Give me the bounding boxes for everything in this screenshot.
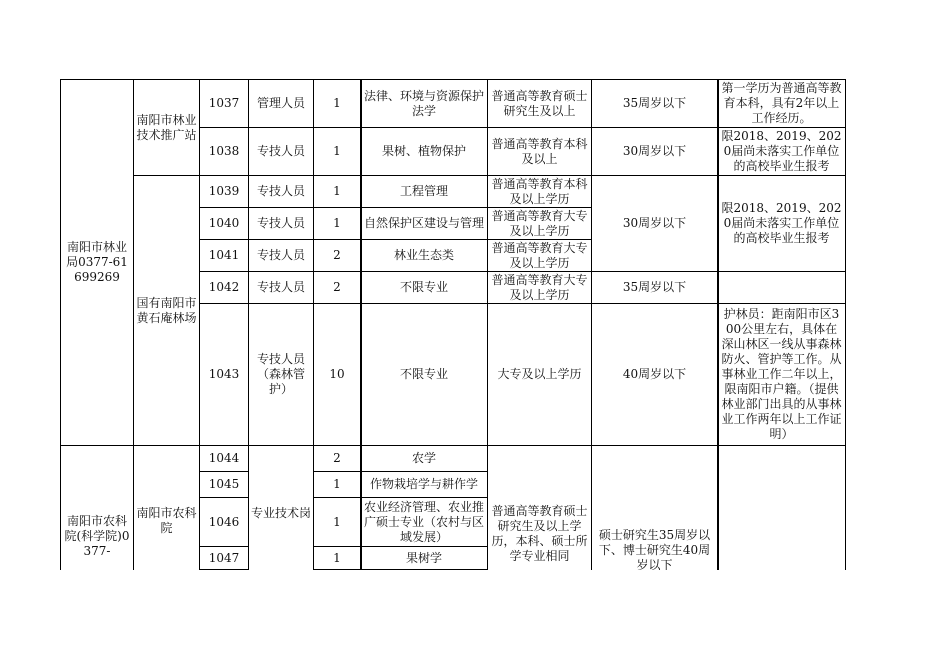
- education-cell: 普通高等教育大专及以上学历: [491, 240, 588, 270]
- code-cell: 1041: [208, 248, 240, 262]
- notes-cell: 限2018、2019、2020届尚未落实工作单位的高校毕业生报考: [721, 129, 842, 173]
- age-cell: 35周岁以下: [622, 280, 687, 294]
- education-cell: 普通高等教育本科及以上学历: [491, 176, 588, 206]
- code-cell: 1047: [208, 550, 240, 565]
- code-cell: 1038: [208, 144, 240, 158]
- code-cell: 1044: [208, 451, 240, 465]
- notes-cell: 第一学历为普通高等教育本科，具有2年以上工作经历。: [721, 81, 842, 125]
- age-cell-agri: 硕士研究生35周岁以下、博士研究生40周岁以下: [598, 528, 711, 570]
- notes-cell-merged: 限2018、2019、2020届尚未落实工作单位的高校毕业生报考: [721, 201, 842, 245]
- education-cell: 普通高等教育硕士研究生及以上: [491, 88, 588, 118]
- code-cell: 1042: [208, 280, 240, 294]
- recruitment-table: [60, 79, 846, 570]
- grid-line: [60, 445, 846, 446]
- position-cell: 专技人员: [256, 216, 305, 230]
- grid-line: [199, 271, 846, 272]
- education-cell: 普通高等教育本科及以上: [491, 136, 588, 166]
- count-cell: 10: [329, 367, 345, 381]
- code-cell: 1039: [208, 184, 240, 198]
- age-cell: 30周岁以下: [622, 144, 687, 158]
- count-cell: 2: [333, 451, 341, 465]
- code-cell: 1046: [208, 514, 240, 529]
- grid-line: [313, 546, 488, 547]
- count-cell: 1: [333, 184, 341, 198]
- grid-line: [313, 569, 488, 570]
- major-cell: 林业生态类: [393, 248, 454, 262]
- grid-line: [313, 497, 488, 498]
- code-cell: 1040: [208, 216, 240, 230]
- major-cell: 不限专业: [399, 280, 448, 294]
- major-cell: 工程管理: [399, 184, 448, 198]
- notes-cell: [718, 272, 845, 303]
- count-cell: 1: [333, 514, 341, 529]
- code-cell: 1037: [208, 96, 240, 110]
- position-cell: 专技人员（森林管护）: [256, 352, 305, 396]
- major-cell: 果树、植物保护: [381, 144, 466, 158]
- position-cell: 专技人员: [256, 248, 305, 262]
- education-cell: 普通高等教育大专及以上学历: [491, 208, 588, 238]
- agency-cell-forestry: 南阳市林业局0377-61699269: [66, 240, 128, 284]
- major-cell: 自然保护区建设与管理: [363, 216, 484, 230]
- grid-line: [313, 471, 488, 472]
- code-cell: 1045: [208, 477, 240, 491]
- age-cell-merged: 30周岁以下: [622, 216, 687, 230]
- grid-line: [717, 79, 719, 570]
- count-cell: 1: [333, 144, 341, 158]
- grid-line: [199, 303, 846, 304]
- count-cell: 2: [333, 248, 341, 262]
- count-cell: 1: [333, 477, 341, 491]
- grid-line: [845, 79, 846, 570]
- major-cell: 农业经济管理、农业推广硕士专业（农村与区域发展）: [363, 499, 484, 544]
- grid-line: [199, 569, 249, 570]
- grid-line: [591, 79, 592, 570]
- major-cell: 不限专业: [399, 367, 448, 381]
- major-cell: 果树学: [405, 550, 442, 565]
- grid-line: [199, 497, 249, 498]
- unit-cell-huangshi: 国有南阳市黄石庵林场: [136, 295, 197, 325]
- age-cell: 40周岁以下: [622, 367, 687, 381]
- grid-line: [133, 79, 134, 570]
- grid-line: [199, 239, 592, 240]
- notes-cell-agri: [718, 446, 845, 570]
- notes-cell: 护林员：距南阳市区300公里左右，具体在深山林区一线从事森林防火、管护等工作。从事林业工作二年以上，限南阳市户籍。（提供林业部门出具的从事林业工作两年以上工作证明）: [721, 307, 842, 441]
- count-cell: 1: [333, 96, 341, 110]
- grid-line: [133, 175, 846, 176]
- grid-line: [199, 471, 249, 472]
- age-cell: 35周岁以下: [622, 96, 687, 110]
- major-cell: 农学: [411, 451, 436, 465]
- position-cell: 专技人员: [256, 144, 305, 158]
- grid-line: [199, 207, 592, 208]
- count-cell: 2: [333, 280, 341, 294]
- grid-line: [199, 127, 846, 128]
- unit-cell-tech-station: 南阳市林业技术推广站: [136, 112, 197, 142]
- unit-cell-agri: 南阳市农科院: [136, 506, 197, 535]
- position-cell: 专技人员: [256, 184, 305, 198]
- major-cell: 法律、环境与资源保护法学: [363, 88, 484, 118]
- grid-line: [199, 546, 249, 547]
- grid-line: [60, 79, 61, 570]
- position-cell-agri: 专业技术岗: [251, 506, 312, 520]
- count-cell: 1: [333, 216, 341, 230]
- position-cell: 专技人员: [256, 280, 305, 294]
- code-cell: 1043: [208, 367, 240, 381]
- education-cell-agri: 普通高等教育硕士研究生及以上学历，本科、硕士所学专业相同: [491, 504, 588, 563]
- position-cell: 管理人员: [256, 96, 305, 110]
- education-cell: 普通高等教育大专及以上学历: [491, 272, 588, 302]
- major-cell: 作物栽培学与耕作学: [369, 477, 478, 491]
- count-cell: 1: [333, 550, 341, 565]
- education-cell: 大专及以上学历: [497, 367, 582, 381]
- agency-cell-agri: 南阳市农科院(科学院)0377-: [64, 514, 130, 558]
- grid-line: [60, 79, 846, 80]
